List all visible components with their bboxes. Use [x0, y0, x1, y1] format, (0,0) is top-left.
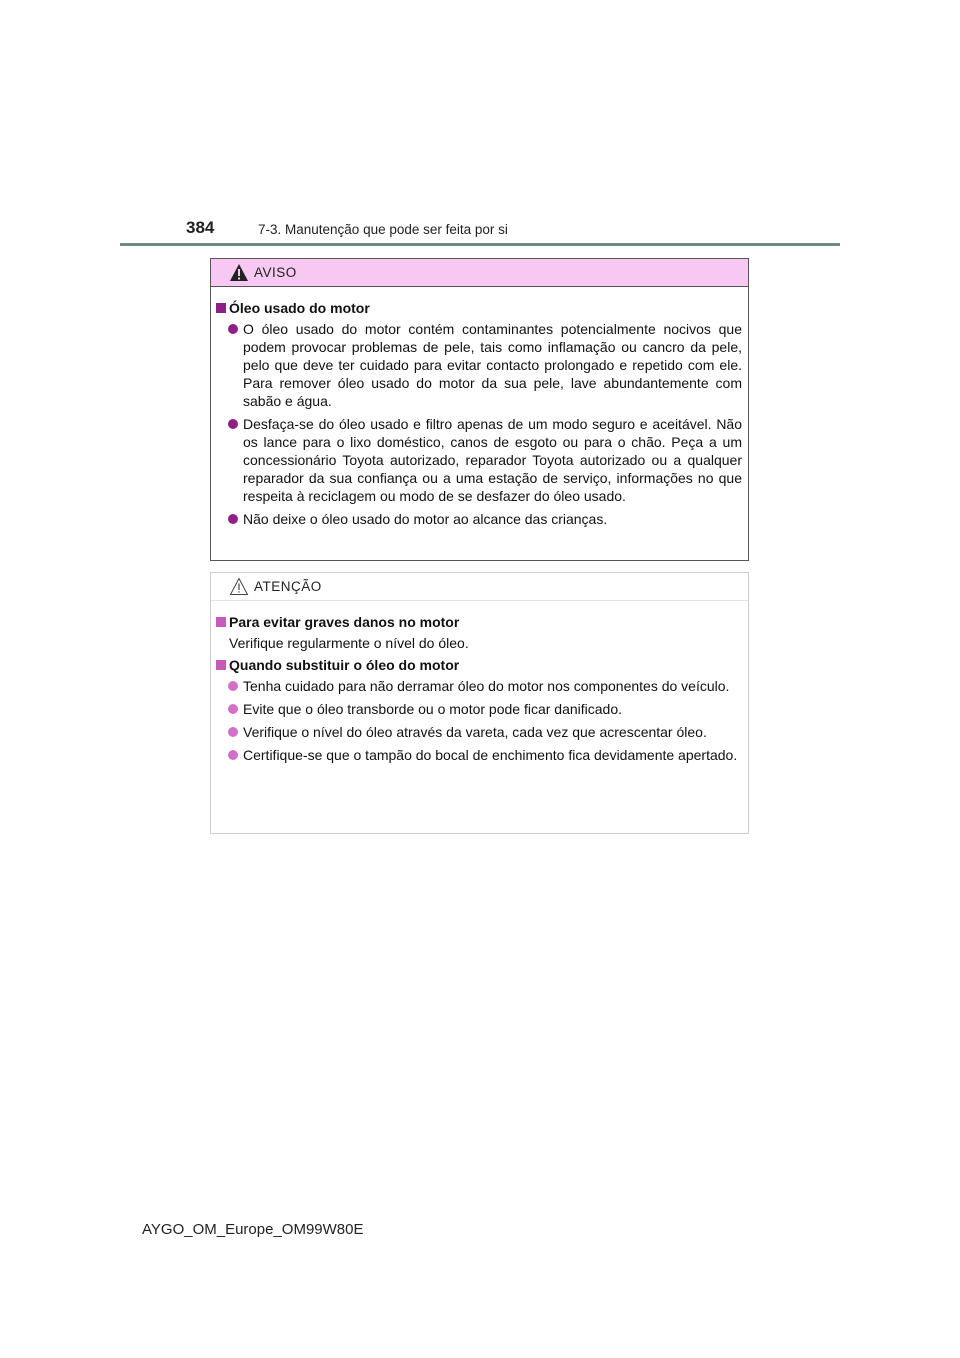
section-heading: [214, 613, 742, 631]
header-rule: [120, 243, 840, 246]
list-item-text: Não deixe o óleo usado do motor ao alcance das crianças.: [243, 511, 608, 527]
section-heading: [214, 299, 742, 317]
square-bullet-icon: [216, 617, 226, 627]
list-item: [214, 677, 742, 695]
caution-box-header: [211, 573, 748, 601]
circle-bullet-icon: [228, 514, 238, 524]
circle-bullet-icon: [228, 419, 238, 429]
caution-box-body: [211, 601, 748, 764]
list-item-text: Tenha cuidado para não derramar óleo do motor nos componentes do veículo.: [243, 678, 730, 694]
list-item: [214, 415, 742, 505]
circle-bullet-icon: [228, 324, 238, 334]
section-heading: [214, 656, 742, 674]
list-item: [214, 700, 742, 718]
section-heading-text: Para evitar graves danos no motor: [229, 614, 460, 630]
page-header: [120, 216, 840, 246]
warning-label: AVISO: [254, 265, 297, 280]
list-item: [214, 510, 742, 528]
document-code: AYGO_OM_Europe_OM99W80E: [142, 1221, 364, 1238]
square-bullet-icon: [216, 660, 226, 670]
section-heading-text: Quando substituir o óleo do motor: [229, 657, 460, 673]
list-item-text: O óleo usado do motor contém contaminantes potencialmente nocivos que podem provocar problemas de pele, tais como inflamação ou cancro da pele, pelo que deve ter cuidado para evitar contacto prolongado e repetido com ele. Para remover óleo usado do motor da sua pele, lave abundantemente com sabão e água.: [243, 321, 742, 409]
caution-triangle-icon: [229, 577, 249, 596]
warning-box-header: [211, 259, 748, 287]
list-item-text: Evite que o óleo transborde ou o motor pode ficar danificado.: [243, 701, 623, 717]
circle-bullet-icon: [228, 681, 238, 691]
warning-box-body: [211, 287, 748, 528]
list-item: [214, 723, 742, 741]
circle-bullet-icon: [228, 750, 238, 760]
page-number: 384: [186, 218, 215, 237]
list-item: [214, 320, 742, 410]
list-item: [214, 746, 742, 764]
warning-box: [210, 258, 749, 561]
section-title: 7-3. Manutenção que pode ser feita por si: [258, 222, 508, 237]
caution-box: [210, 572, 749, 834]
list-item-text: Verifique o nível do óleo através da vareta, cada vez que acrescentar óleo.: [243, 724, 707, 740]
circle-bullet-icon: [228, 704, 238, 714]
list-item-text: Certifique-se que o tampão do bocal de enchimento fica devidamente apertado.: [243, 747, 738, 763]
list-item-text: Desfaça-se do óleo usado e filtro apenas de um modo seguro e aceitável. Não os lance para o lixo doméstico, canos de esgoto ou para o chão. Peça a um concessionário Toyota autorizado, reparador Toyota autorizado ou a qualquer reparador da sua confiança ou a uma estação de serviço, informações no que respeita à reciclagem ou modo de se desfazer do óleo usado.: [243, 416, 742, 504]
square-bullet-icon: [216, 303, 226, 313]
circle-bullet-icon: [228, 727, 238, 737]
caution-label: ATENÇÃO: [254, 579, 322, 594]
section-heading-text: Óleo usado do motor: [229, 300, 370, 316]
warning-triangle-icon: [229, 263, 249, 282]
paragraph: Verifique regularmente o nível do óleo.: [229, 635, 469, 651]
